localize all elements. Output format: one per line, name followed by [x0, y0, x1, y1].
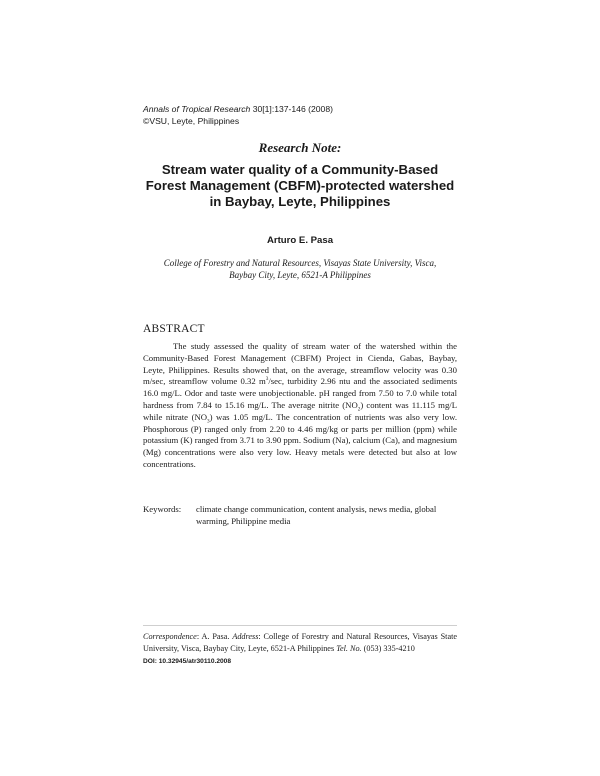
note-label: Research Note:	[258, 140, 342, 155]
abstract-subscript: 3	[207, 418, 210, 425]
abstract-text-3: ) content was 11.115 mg/L while nitrate (NO	[143, 399, 458, 422]
journal-name: Annals of Tropical Research	[143, 104, 251, 114]
doi-line: DOI: 10.32945/atr30110.2008	[143, 658, 231, 665]
keywords-block	[143, 503, 457, 527]
paper-title	[140, 162, 460, 210]
affiliation-line: Baybay City, Leyte, 6521-A Philippines	[229, 270, 371, 280]
abstract-superscript: 3	[265, 376, 269, 383]
correspondence-label: Correspondence	[143, 632, 197, 641]
publisher-line: ©VSU, Leyte, Philippines	[143, 116, 240, 126]
keywords-label: Keywords:	[143, 504, 182, 514]
abstract-text-2: /sec, turbidity 2.96 ntu and the associated sediments 16.0 mg/L. Odor and taste were unobjectionable. pH ranged from 7.50 to 7.0 while total hardness from 7.84 to 15.16 mg/L. The average nitrite (NO	[143, 376, 457, 410]
correspondence-name: : A. Pasa.	[196, 632, 233, 641]
correspondence-note	[143, 631, 457, 655]
keywords-text: climate change communication, content analysis, news media, global warming, Philippine media	[196, 504, 437, 526]
citation-volume: 30[1]:137-146 (2008)	[250, 104, 333, 114]
correspondence-tel: (053) 335-4210	[361, 644, 415, 653]
journal-citation	[143, 103, 333, 115]
title-line: Stream water quality of a Community-Based	[161, 162, 439, 177]
title-line: Forest Management (CBFM)-protected watershed	[145, 178, 455, 193]
abstract-heading: ABSTRACT	[143, 323, 205, 335]
abstract-text-1: The study assessed the quality of stream water of the watershed within the Community-Based Forest Management (CBFM) Project in Cienda, Gabas, Baybay, Leyte, Philippines. Results showed that, on the average, streamflow velocity was 0.30 m/sec, streamflow volume 0.32 m	[143, 341, 457, 387]
footer-divider	[143, 625, 457, 626]
abstract-paragraph	[143, 341, 457, 471]
abstract-body	[143, 341, 457, 471]
affiliation-line: College of Forestry and Natural Resources, Visayas State University, Visca,	[163, 258, 437, 268]
title-line: in Baybay, Leyte, Philippines	[209, 194, 391, 209]
correspondence-address: : College of Forestry and Natural Resources, Visayas State University, Visca, Baybay City, Leyte, 6521-A Philippines	[143, 632, 457, 653]
affiliation	[143, 257, 457, 281]
abstract-text-4: ) was 1.05 mg/L. The concentration of nutrients was also very low. Phosphorous (P) ranged only from 2.20 to 4.46 mg/kg or parts per million (ppm) while potassium (K) ranged from 3.71 to 3.90 ppm. Sodium (Na), calcium (Ca), and magnesium (Mg) concentrations were also very low. Heavy metals were detected but also at low concentrations.	[143, 411, 457, 469]
tel-label: Tel. No.	[336, 644, 362, 653]
address-label: Address	[232, 632, 259, 641]
abstract-subscript: 2	[357, 406, 361, 413]
author-name: Arturo E. Pasa	[266, 235, 334, 246]
